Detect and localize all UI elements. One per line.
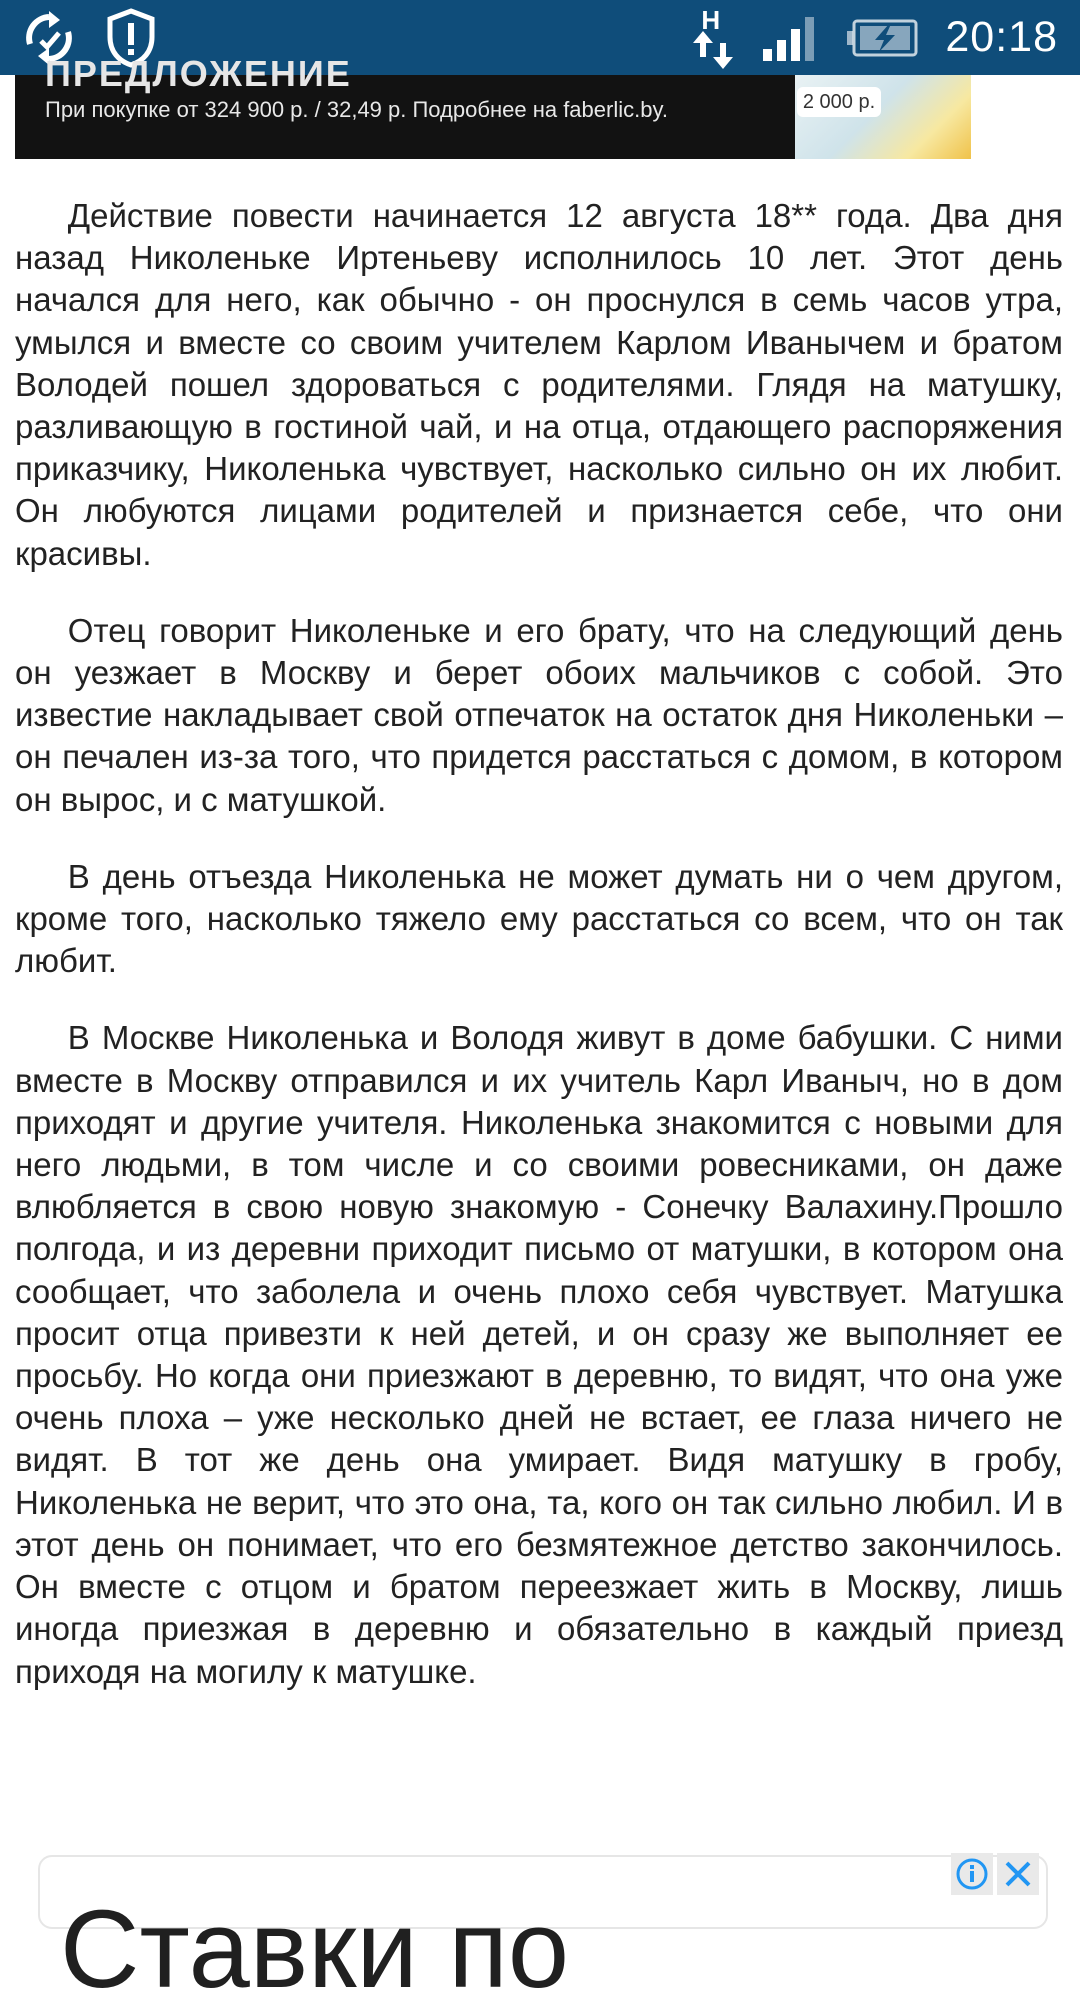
article-paragraph: В день отъезда Николенька не может думать ни о чем другом, кроме того, насколько тяжело ему расстаться со всем, что он так любит.: [15, 857, 1063, 980]
network-type-label: H: [701, 4, 721, 35]
clock: 20:18: [945, 13, 1058, 61]
top-ad-banner[interactable]: [15, 53, 971, 159]
bottom-ad-banner[interactable]: [38, 1855, 1048, 2011]
article-body: [15, 195, 1063, 1728]
data-arrows-icon: [691, 4, 737, 69]
top-ad-text: При покупке от 324 900 р. / 32,49 р. Подробнее на faberlic.by.: [45, 97, 668, 122]
article-paragraph: Отец говорит Николеньке и его брату, что на следующий день он уезжает в Москву и берет обоих мальчиков с собой. Это известие накладывает свой отпечаток на остаток дня Николеньки – он печален из-за того, что придется расстаться с домом, в котором он вырос, и с матушкой.: [15, 611, 1063, 818]
signal-icon: [763, 15, 821, 61]
status-bar-right: [691, 0, 1058, 75]
bottom-ad-headline: Ставки по: [60, 1888, 570, 2011]
close-icon[interactable]: [997, 1853, 1039, 1895]
top-ad-headline: ПРЕДЛОЖЕНИЕ: [45, 53, 352, 94]
article-paragraph: В Москве Николенька и Володя живут в доме бабушки. С ними вместе в Москву отправился и их учитель Карл Иваныч, но в дом приходят и другие учителя. Николенька знакомится с новыми для него людьми, в том числе и со своими ровесниками, он даже влюбляется в свою новую знакомую - Сонечку Валахину.Прошло полгода, и из деревни приходит письмо от матушки, в котором она сообщает, что заболела и очень плохо себя чувствует. Матушка просит отца привезти к ней детей, и он сразу же выполняет ее просьбу. Но когда они приезжают в деревню, то видят, что она уже очень плоха – уже несколько дней не встает, ее глаза ничего не видят. В тот же день она умирает. Видя матушку в гробу, Николенька не верит, что это она, та, кого он так сильно любил. И в этот день он понимает, что его безмятежное детство закончилось. Он вместе с отцом и братом переезжает жить в Москву, лишь иногда приезжая в деревню и обязательно в каждый приезд приходя на могилу к матушке.: [15, 1019, 1063, 1690]
ad-choices-controls: [951, 1853, 1039, 1895]
battery-charging-icon: [847, 18, 919, 58]
article-paragraph: Действие повести начинается 12 августа 18** года. Два дня назад Николеньке Иртеньеву исполнилось 10 лет. Этот день начался для него, как обычно - он проснулся в семь часов утра, умылся и вместе со своим учителем Карлом Иванычем и братом Володей пошел здороваться с родителями. Глядя на матушку, разливающую в гостиной чай, и на отца, отдающего распоряжения приказчику, Николенька чувствует, насколько сильно он их любит. Он любуются лицами родителей и признается себе, что они красивы.: [15, 197, 1063, 572]
info-icon[interactable]: [951, 1853, 993, 1895]
top-ad-price-badge: 2 000 р.: [797, 87, 881, 117]
